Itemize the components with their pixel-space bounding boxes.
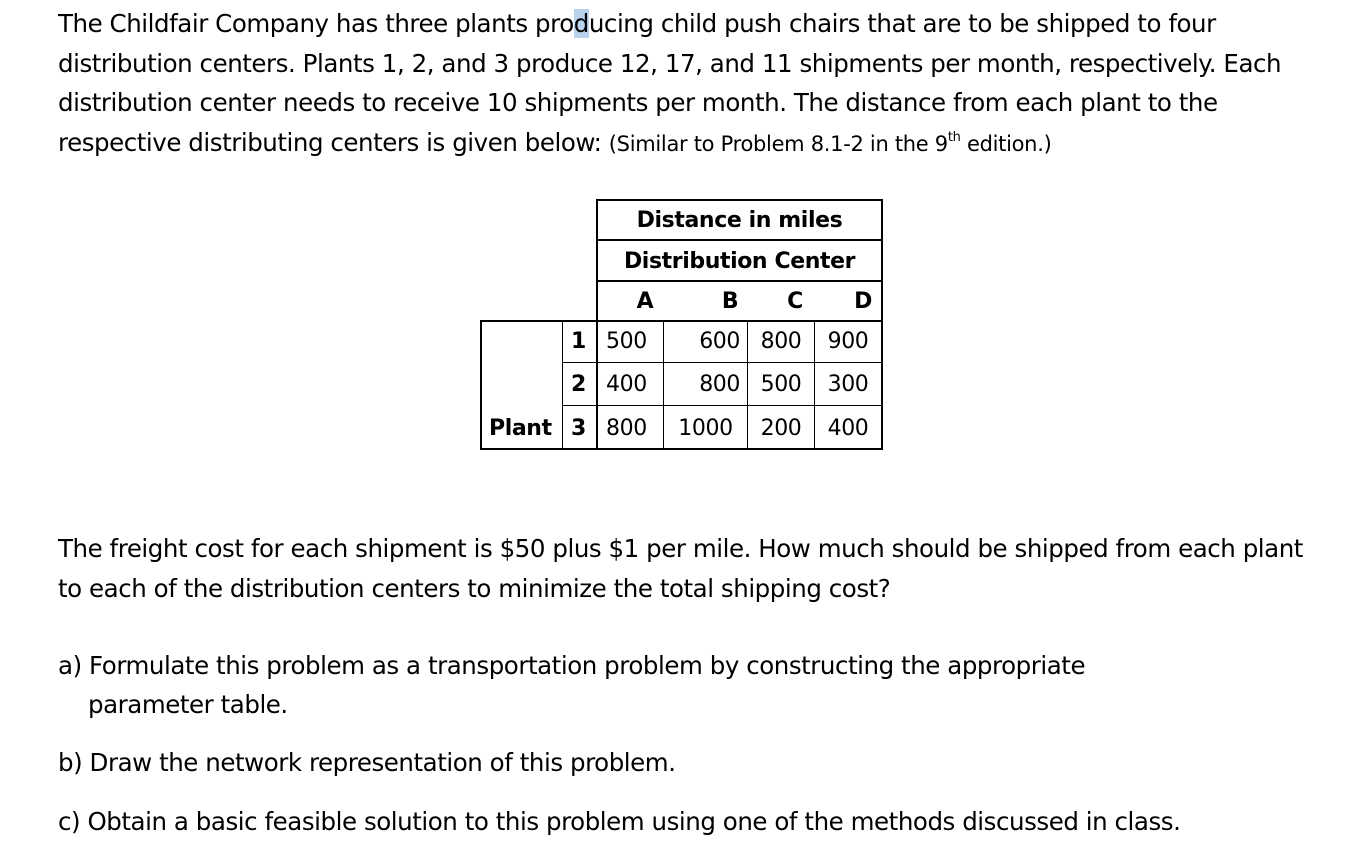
table-border bbox=[596, 239, 883, 241]
row-label-plant-2: 2 bbox=[571, 372, 586, 397]
table-border bbox=[747, 320, 748, 450]
cell-3-d: 400 bbox=[827, 416, 869, 441]
table-border bbox=[596, 280, 883, 282]
cell-2-d: 300 bbox=[827, 372, 869, 397]
table-border bbox=[596, 199, 598, 450]
cell-2-c: 500 bbox=[760, 372, 802, 397]
column-header-c: C bbox=[787, 289, 803, 314]
edition-superscript: th bbox=[947, 129, 961, 145]
column-header-d: D bbox=[854, 289, 872, 314]
table-border bbox=[480, 320, 482, 450]
row-group-label-plant: Plant bbox=[489, 416, 552, 441]
cell-3-a: 800 bbox=[606, 416, 647, 441]
cell-3-c: 200 bbox=[760, 416, 802, 441]
cell-3-b: 1000 bbox=[678, 416, 733, 441]
table-border bbox=[881, 199, 883, 450]
cell-1-a: 500 bbox=[606, 329, 647, 354]
table-border bbox=[562, 362, 883, 363]
question-a bbox=[58, 646, 1328, 724]
table-border bbox=[663, 320, 664, 450]
freight-paragraph: The freight cost for each shipment is $50 plus $1 per mile. How much should be shipped from each plant to each of the distribution centers to minimize the total shipping cost? bbox=[58, 534, 1303, 603]
table-border bbox=[596, 199, 883, 201]
table-border bbox=[814, 320, 815, 450]
table-border bbox=[562, 320, 563, 450]
intro-text-start: The Childfair Company has three plants pro bbox=[58, 9, 574, 38]
cell-1-b: 600 bbox=[699, 329, 740, 354]
cell-2-b: 800 bbox=[699, 372, 740, 397]
cell-1-d: 900 bbox=[827, 329, 869, 354]
question-a-line2: parameter table. bbox=[88, 690, 288, 719]
row-label-plant-3: 3 bbox=[571, 416, 586, 441]
row-label-plant-1: 1 bbox=[571, 329, 586, 354]
intro-text-rest: ucing child push chairs that are to be shipped to four distribution centers. Plants 1, 2, and 3 produce 12, 17, and 11 shipments per month, respectively. Each distribution center needs to receive 10 shipments per month. The distance from each plant to the respective distributing centers is given below: bbox=[58, 9, 1282, 157]
problem-intro bbox=[58, 4, 1328, 164]
text-cursor-highlight: d bbox=[573, 9, 589, 38]
edition-note-text: (Similar to Problem 8.1-2 in the 9 bbox=[608, 131, 948, 156]
cell-2-a: 400 bbox=[606, 372, 647, 397]
column-header-b: B bbox=[721, 289, 739, 314]
table-border bbox=[480, 448, 883, 450]
column-header-a: A bbox=[636, 289, 654, 314]
question-c: c) Obtain a basic feasible solution to this problem using one of the methods discussed in class. bbox=[58, 807, 1181, 836]
question-b: b) Draw the network representation of this problem. bbox=[58, 748, 676, 777]
table-border bbox=[480, 320, 883, 322]
cell-1-c: 800 bbox=[760, 329, 802, 354]
table-header-center: Distribution Center bbox=[623, 249, 856, 274]
table-header-distance: Distance in miles bbox=[636, 208, 843, 233]
table-border bbox=[562, 405, 883, 406]
question-a-line1: a) Formulate this problem as a transportation problem by constructing the appropriate bbox=[58, 651, 1086, 680]
edition-note bbox=[608, 129, 1052, 156]
edition-note-end: edition.) bbox=[960, 131, 1052, 156]
